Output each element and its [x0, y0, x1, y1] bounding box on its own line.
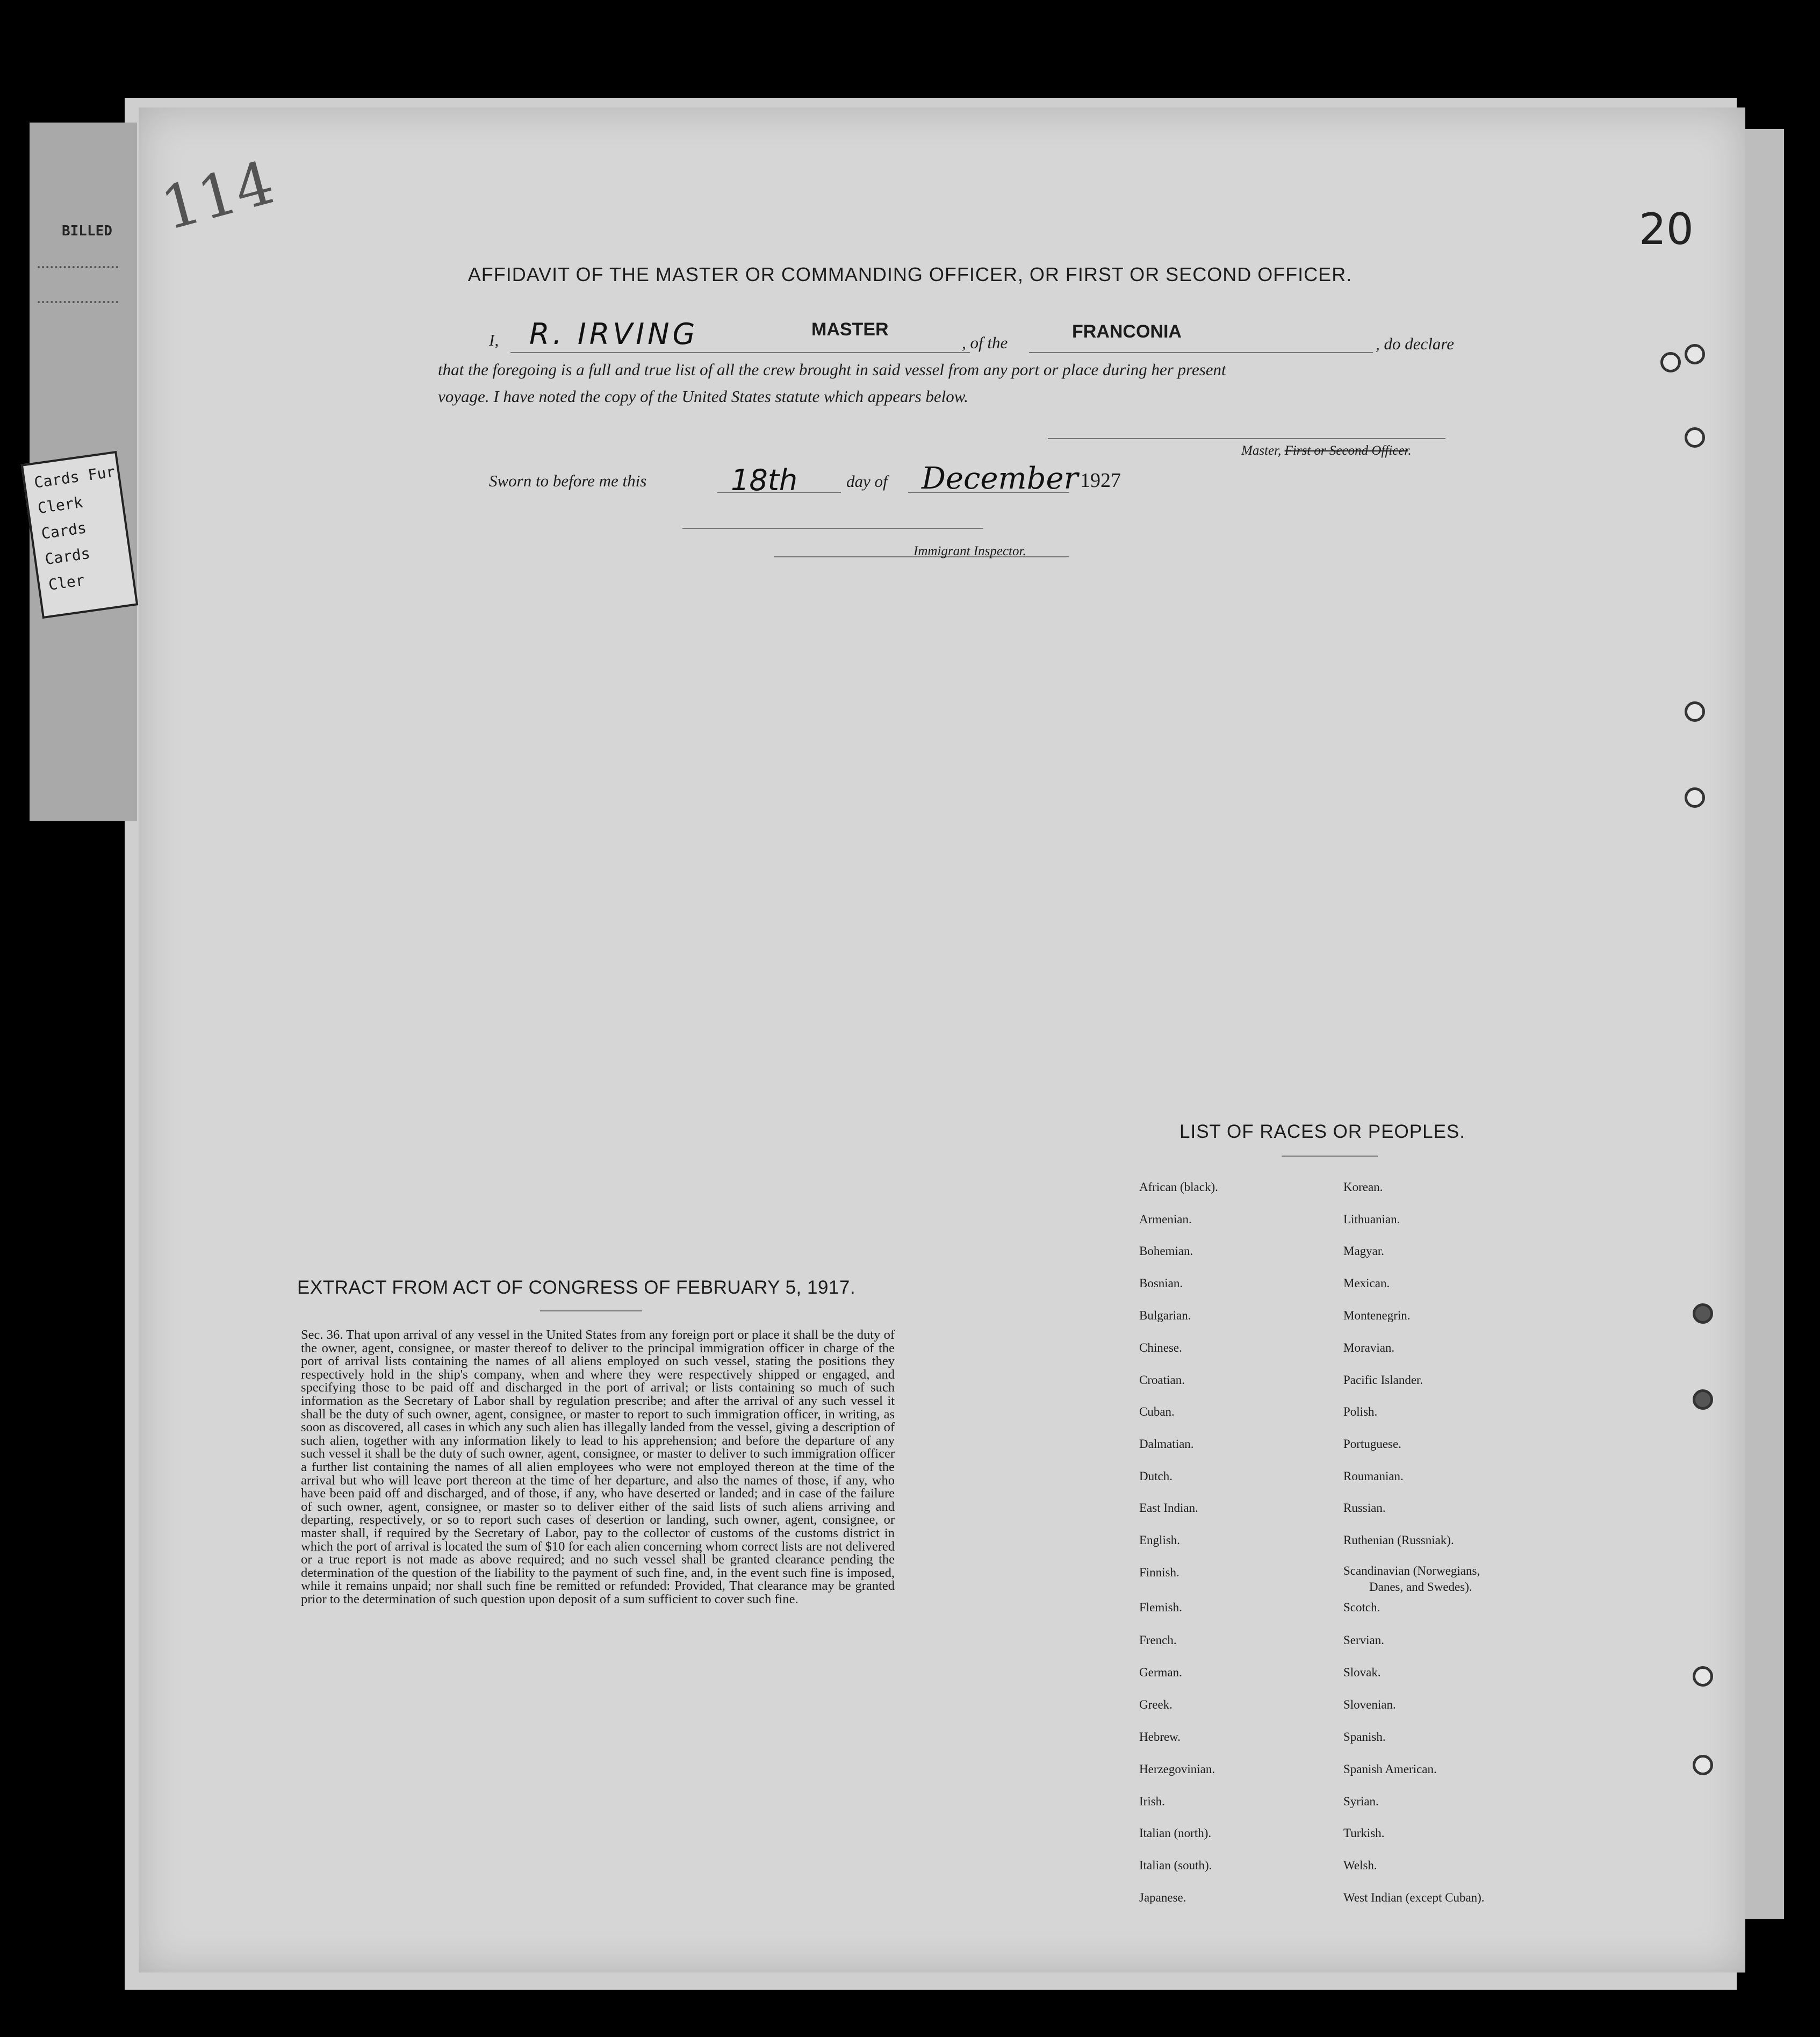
corner-mark: 20: [1639, 204, 1694, 254]
extract-body: Sec. 36. That upon arrival of any vessel in the United States from any foreign port or place it shall be the duty of the owner, agent, consignee, or master thereof to deliver to the principal immigration officer in charge of the port of arrival lists containing the names of all aliens employed on such vessel, stating the positions they respectively hold in the ship's company, when and where they were respectively shipped or engaged, and specifying those to be paid off and discharged in the port of arrival; or lists containing so much of such information as the Secretary of Labor shall by regulation prescribe; and after the arrival of any such vessel it shall be the duty of such owner, agent, consignee, or master to report to such immigration officer, in writing, as soon as discovered, all cases in which any such alien has illegally landed from the vessel, giving a description of such alien, together with any information likely to lead to his apprehension; and before the departure of any such vessel it shall be the duty of such owner, agent, consignee, or master to deliver to such immigration officer a further list containing the names of all alien employees who were not employed thereon at the time of the arrival but who will leave port thereon at the time of her departure, and also the names of those, if any, who have been paid off and discharged, and of those, if any, who have deserted or landed; and in case of the failure of such owner, agent, consignee, or master so to deliver either of the said lists of such aliens arriving and departing, respectively, or so to report such cases of desertion or landing, such owner, agent, consignee, or master shall, if required by the Secretary of Labor, pay to the collector of customs of the customs district in which the port of arrival is located the sum of $10 for each alien concerning whom correct lists are not delivered or a true report is not made as above required; and no such vessel shall be granted clearance pending the determination of the question of the liability to the payment of such fine, and, in the event such fine is imposed, while it remains unpaid; nor shall such fine be remitted or refunded: Provided, That clearance may be granted prior to the determination of such question upon deposit of a sum sufficient to cover such fine.: [301, 1328, 895, 1606]
day-rule: [717, 492, 841, 493]
signature-caption: [1241, 443, 1412, 458]
dotted-rule: [38, 301, 118, 303]
race-item: German.: [1139, 1666, 1182, 1679]
race-item: Russian.: [1343, 1501, 1386, 1515]
month-rule: [908, 492, 1069, 493]
race-item: Turkish.: [1343, 1826, 1385, 1840]
race-item: Korean.: [1343, 1180, 1383, 1194]
punch-hole: [1693, 1755, 1713, 1775]
handwritten-number: 114: [154, 148, 281, 243]
race-item: Roumanian.: [1343, 1469, 1404, 1483]
declaration-line: voyage. I have noted the copy of the United States statute which appears below.: [438, 387, 968, 406]
day-of-text: day of: [846, 472, 888, 491]
year-value: 1927: [1080, 469, 1121, 492]
punch-hole: [1693, 1303, 1713, 1324]
race-item: East Indian.: [1139, 1501, 1198, 1515]
caption-end: .: [1408, 443, 1412, 458]
race-item: Spanish.: [1343, 1730, 1386, 1744]
signature-rule: [1048, 438, 1445, 439]
race-item: Slovak.: [1343, 1666, 1381, 1679]
billed-label: BILLED: [62, 223, 112, 239]
race-item: Herzegovinian.: [1139, 1762, 1215, 1776]
race-item: Croatian.: [1139, 1373, 1185, 1387]
name-rule: [510, 352, 803, 353]
caption-struck-officer: First or Second Officer: [1284, 443, 1408, 458]
do-declare-text: , do declare: [1376, 334, 1455, 353]
race-item: Servian.: [1343, 1633, 1385, 1647]
declaration-line: that the foregoing is a full and true list of all the crew brought in said vessel from any port or place during her present: [438, 360, 1226, 379]
race-item: Pacific Islander.: [1343, 1373, 1423, 1387]
race-item: Montenegrin.: [1343, 1309, 1411, 1322]
race-item: Spanish American.: [1343, 1762, 1437, 1776]
race-item: Scandinavian (Norwegians,: [1343, 1564, 1480, 1577]
extract-title: EXTRACT FROM ACT OF CONGRESS OF FEBRUARY 5, 1917.: [297, 1277, 856, 1298]
race-item: West Indian (except Cuban).: [1343, 1891, 1485, 1904]
race-item: Greek.: [1139, 1698, 1172, 1711]
race-item: Dalmatian.: [1139, 1437, 1194, 1451]
inspector-short-rule: [682, 528, 983, 529]
punch-hole: [1685, 344, 1705, 364]
stamp-line: Cler: [47, 571, 86, 594]
race-item: Bulgarian.: [1139, 1309, 1191, 1322]
race-item: Slovenian.: [1343, 1698, 1396, 1711]
race-item: Japanese.: [1139, 1891, 1186, 1904]
affidavit-title: AFFIDAVIT OF THE MASTER OR COMMANDING OFFICER, OR FIRST OR SECOND OFFICER.: [467, 263, 1353, 285]
day-handwritten: 18th: [731, 463, 798, 497]
race-item: Syrian.: [1343, 1795, 1379, 1808]
master-name-handwritten: R. IRVING: [529, 317, 699, 351]
stamp-line: Cards: [40, 519, 88, 543]
punch-hole: [1660, 352, 1681, 372]
race-item: Armenian.: [1139, 1213, 1192, 1226]
race-item: Lithuanian.: [1343, 1213, 1400, 1226]
punch-hole: [1685, 701, 1705, 722]
rank-stamp: MASTER: [811, 319, 889, 340]
race-item: Polish.: [1343, 1405, 1378, 1418]
ship-name-stamp: FRANCONIA: [1072, 321, 1182, 342]
race-item: Mexican.: [1343, 1276, 1390, 1290]
race-item: Portuguese.: [1343, 1437, 1401, 1451]
stamp-line: Cards: [44, 544, 91, 569]
punch-hole: [1693, 1389, 1713, 1410]
race-item: Dutch.: [1139, 1469, 1172, 1483]
races-title: LIST OF RACES OR PEOPLES.: [1179, 1121, 1466, 1142]
punch-hole: [1685, 787, 1705, 808]
race-item: Cuban.: [1139, 1405, 1175, 1418]
stamp-line: Clerk: [37, 493, 84, 518]
race-item: Magyar.: [1343, 1244, 1385, 1258]
race-item: Ruthenian (Russniak).: [1343, 1533, 1454, 1547]
punch-hole: [1693, 1666, 1713, 1687]
month-handwritten: December: [922, 461, 1078, 496]
race-item: Welsh.: [1343, 1859, 1377, 1872]
race-item: Italian (south).: [1139, 1859, 1212, 1872]
race-item: Flemish.: [1139, 1601, 1182, 1614]
race-item: Finnish.: [1139, 1566, 1179, 1579]
race-item: Moravian.: [1343, 1341, 1395, 1354]
stamp-line: Cards Fur: [33, 462, 117, 492]
race-item: Irish.: [1139, 1795, 1165, 1808]
race-item: English.: [1139, 1533, 1181, 1547]
race-item: Scotch.: [1343, 1601, 1380, 1614]
ship-rule: [1029, 352, 1373, 353]
race-item: Bohemian.: [1139, 1244, 1193, 1258]
caption-master: Master,: [1241, 443, 1282, 458]
race-item: Hebrew.: [1139, 1730, 1181, 1744]
declarant-prefix: I,: [489, 331, 499, 349]
race-item: African (black).: [1139, 1180, 1218, 1194]
race-item: Chinese.: [1139, 1341, 1182, 1354]
inspector-caption: Immigrant Inspector.: [913, 544, 1026, 558]
races-title-rule: [1282, 1156, 1378, 1157]
race-item: Danes, and Swedes).: [1369, 1580, 1472, 1594]
rank-rule: [803, 352, 970, 353]
punch-hole: [1685, 427, 1705, 448]
of-the-text: , of the: [962, 333, 1008, 352]
race-item: Bosnian.: [1139, 1276, 1183, 1290]
sworn-text: Sworn to before me this: [489, 471, 647, 490]
race-item: French.: [1139, 1633, 1177, 1647]
extract-title-rule: [540, 1310, 642, 1311]
race-item: Italian (north).: [1139, 1826, 1212, 1840]
